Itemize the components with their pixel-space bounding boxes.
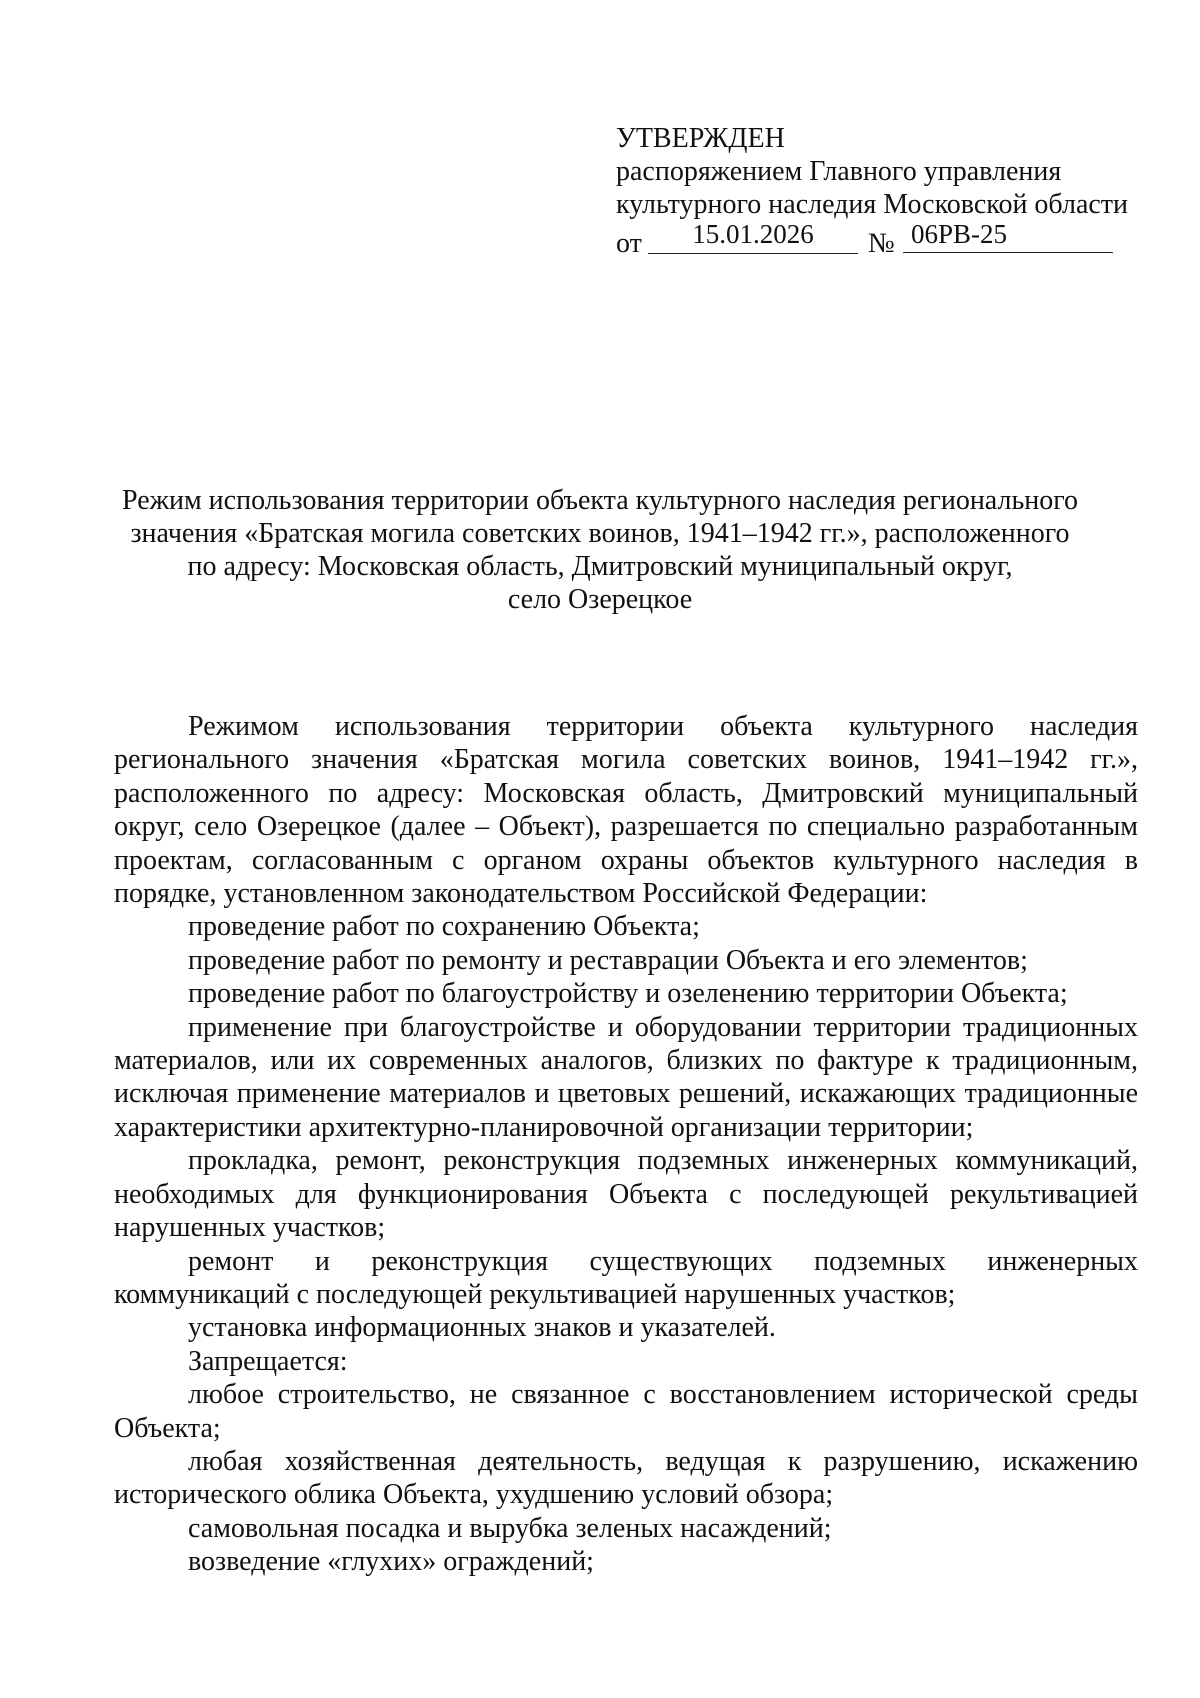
- title-line-3: по адресу: Московская область, Дмитровский муниципальный округ,: [187, 551, 1013, 582]
- allowed-item: прокладка, ремонт, реконструкция подземных инженерных коммуникаций, необходимых для функционирования Объекта с последующей рекультивацией нарушенных участков;: [114, 1145, 1138, 1244]
- approval-date: 15.01.2026: [648, 217, 858, 254]
- approval-number: 06РВ-25: [903, 217, 1113, 253]
- title-line-2: значения «Братская могила советских воинов, 1941–1942 гг.», расположенного: [130, 518, 1070, 549]
- allowed-item: проведение работ по ремонту и реставрации Объекта и его элементов;: [188, 944, 1028, 976]
- prohibited-item: самовольная посадка и вырубка зеленых насаждений;: [188, 1512, 832, 1544]
- allowed-item: ремонт и реконструкция существующих подземных инженерных коммуникаций с последующей рекультивацией нарушенных участков;: [114, 1245, 1138, 1310]
- approval-line-1: распоряжением Главного управления: [616, 156, 1062, 187]
- document-title: [110, 484, 1090, 616]
- prohibited-item: возведение «глухих» ограждений;: [188, 1546, 594, 1578]
- allowed-item: проведение работ по сохранению Объекта;: [188, 911, 700, 943]
- title-line-4: село Озерецкое: [507, 584, 693, 615]
- approval-date-row: [616, 219, 1136, 259]
- approval-heading: УТВЕРЖДЕН: [616, 123, 785, 154]
- prohibited-item: любая хозяйственная деятельность, ведущая к разрушению, искажению исторического облика Объекта, ухудшению условий обзора;: [114, 1445, 1138, 1511]
- document-body: [114, 710, 1138, 1579]
- intro-paragraph: Режимом использования территории объекта культурного наследия регионального значения «Братская могила советских воинов, 1941–1942 гг.», расположенного по адресу: Московская область, Дмитровский муниципальный округ, село Озерецкое (далее – Объект), разрешается по специально разработанным проектам, согласованным с органом охраны объектов культурного наследия в порядке, установленном законодательством Российской Федерации:: [114, 711, 1138, 910]
- allowed-item: проведение работ по благоустройству и озеленению территории Объекта;: [188, 978, 1068, 1010]
- approval-line-2: культурного наследия Московской области: [616, 189, 1129, 220]
- date-prefix: от: [616, 228, 642, 259]
- number-sign: №: [868, 228, 895, 259]
- prohibited-item: любое строительство, не связанное с восстановлением исторической среды Объекта;: [114, 1379, 1138, 1444]
- prohibited-heading: Запрещается:: [188, 1345, 348, 1377]
- title-line-1: Режим использования территории объекта культурного наследия регионального: [122, 485, 1078, 516]
- allowed-item: установка информационных знаков и указателей.: [188, 1312, 776, 1344]
- allowed-item: применение при благоустройстве и оборудовании территории традиционных материалов, или их современных аналогов, близких по фактуре к традиционным, исключая применение материалов и цветовых решений, искажающих традиционные характеристики архитектурно-планировочной организации территории;: [114, 1011, 1138, 1143]
- approval-stamp: [616, 122, 1136, 257]
